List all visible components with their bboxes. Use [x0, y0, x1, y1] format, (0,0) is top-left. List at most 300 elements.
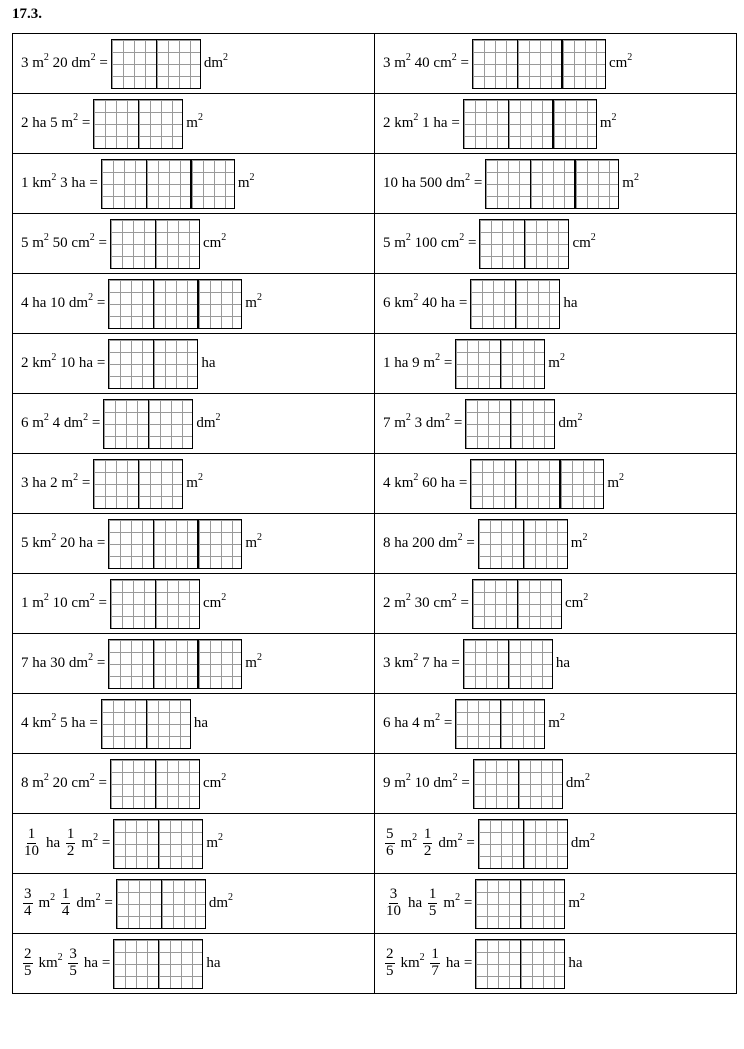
- exercise-cell: [375, 394, 737, 454]
- quantity-text: 10 $dm^2$: [410, 772, 458, 791]
- unit-exponent: 2: [51, 712, 57, 723]
- exercise-cell: [13, 334, 375, 394]
- digit-group[interactable]: [523, 820, 567, 868]
- answer-grid-box[interactable]: [108, 519, 242, 569]
- conversion-equation: [21, 459, 203, 509]
- answer-grid-box[interactable]: [470, 279, 560, 329]
- exercise-row: [13, 334, 737, 394]
- answer-grid-box[interactable]: [485, 159, 619, 209]
- fraction-numerator: 1: [61, 886, 70, 903]
- unit-exponent: 2: [215, 412, 221, 423]
- quantity-text: $dm^2$: [76, 892, 101, 911]
- digit-group[interactable]: [102, 160, 146, 208]
- unit-exponent: 2: [405, 592, 411, 603]
- exercise-cell: [375, 574, 737, 634]
- conversion-equation: [383, 579, 588, 629]
- digit-group[interactable]: [464, 640, 508, 688]
- digit-group[interactable]: [520, 880, 564, 928]
- fraction-denominator: 6: [386, 843, 394, 859]
- fraction-numerator: 1: [423, 826, 432, 843]
- equals-sign: =: [78, 475, 91, 491]
- equals-sign: =: [85, 175, 98, 191]
- unit-exponent: 2: [590, 232, 596, 243]
- exercise-cell: [13, 454, 375, 514]
- quantity-text: 3 ha: [56, 175, 86, 191]
- unit-exponent: 2: [95, 892, 101, 903]
- quantity-text: 40 $cm^2$: [410, 52, 457, 71]
- answer-grid-box[interactable]: [93, 99, 183, 149]
- digit-group[interactable]: [500, 700, 544, 748]
- conversion-equation: [21, 519, 262, 569]
- quantity-text: 40 ha: [418, 295, 456, 311]
- unit-exponent: 2: [227, 892, 233, 903]
- digit-group[interactable]: [155, 580, 199, 628]
- fraction-denominator: 7: [431, 963, 439, 979]
- unit-exponent: 2: [88, 292, 94, 303]
- equals-sign: =: [447, 115, 460, 131]
- digit-group[interactable]: [102, 700, 146, 748]
- exercise-cell: [13, 394, 375, 454]
- fraction: [68, 947, 78, 980]
- digit-group[interactable]: [104, 400, 148, 448]
- answer-grid-box[interactable]: [110, 759, 200, 809]
- fraction: [428, 887, 438, 920]
- quantity-text: 6 $km^2$: [383, 292, 419, 311]
- unit-exponent: 2: [249, 172, 255, 183]
- digit-group[interactable]: [480, 220, 524, 268]
- result-unit: ha: [201, 355, 216, 371]
- digit-group[interactable]: [148, 400, 192, 448]
- quantity-text: 5 $m^2$: [383, 232, 411, 251]
- digit-group[interactable]: [109, 340, 153, 388]
- digit-group[interactable]: [197, 280, 241, 328]
- conversion-equation: [21, 219, 226, 269]
- digit-group[interactable]: [456, 340, 500, 388]
- exercise-cell: [13, 934, 375, 994]
- fraction: [23, 887, 33, 920]
- digit-group[interactable]: [508, 640, 552, 688]
- digit-group[interactable]: [500, 340, 544, 388]
- fraction: [23, 827, 40, 860]
- quantity-text: 7 $m^2$: [383, 412, 411, 431]
- answer-grid-box[interactable]: [472, 579, 562, 629]
- quantity-text: 5 ha: [56, 715, 86, 731]
- answer-grid-box[interactable]: [113, 819, 203, 869]
- answer-grid-box[interactable]: [470, 459, 604, 509]
- equals-sign: =: [456, 55, 469, 71]
- unit-exponent: 2: [73, 472, 79, 483]
- equals-sign: =: [100, 895, 113, 911]
- fraction-denominator: 10: [386, 903, 401, 919]
- answer-grid-box[interactable]: [108, 339, 198, 389]
- result-unit: $m^2$: [186, 472, 203, 491]
- digit-group[interactable]: [111, 760, 155, 808]
- unit-exponent: 2: [89, 592, 95, 603]
- digit-group[interactable]: [158, 820, 202, 868]
- digit-group[interactable]: [161, 880, 205, 928]
- unit-exponent: 2: [584, 772, 590, 783]
- quantity-text: 4 ha 10 $dm^2$: [21, 292, 94, 311]
- answer-grid-box[interactable]: [103, 399, 193, 449]
- result-unit: $dm^2$: [558, 412, 583, 431]
- unit-exponent: 2: [618, 472, 624, 483]
- quantity-text: 4 $km^2$: [21, 712, 57, 731]
- digit-group[interactable]: [114, 820, 158, 868]
- digit-group[interactable]: [510, 400, 554, 448]
- answer-grid-box[interactable]: [463, 99, 597, 149]
- exercise-row: [13, 754, 737, 814]
- fraction-denominator: 2: [423, 843, 432, 859]
- result-unit: $cm^2$: [202, 772, 227, 791]
- quantity-text: 10 $cm^2$: [48, 592, 95, 611]
- digit-group[interactable]: [479, 820, 523, 868]
- answer-grid-box[interactable]: [463, 639, 553, 689]
- result-unit: $dm^2$: [570, 832, 595, 851]
- fraction-numerator: 2: [386, 946, 394, 963]
- exercise-row: [13, 574, 737, 634]
- fraction-numerator: 1: [431, 946, 439, 963]
- equals-sign: =: [460, 895, 473, 911]
- digit-group[interactable]: [117, 880, 161, 928]
- quantity-text: 30 $cm^2$: [410, 592, 457, 611]
- digit-group[interactable]: [112, 40, 156, 88]
- digit-group[interactable]: [520, 940, 564, 988]
- answer-grid-box[interactable]: [110, 219, 200, 269]
- quantity-text: 3 $m^2$: [383, 52, 411, 71]
- unit-exponent: 2: [413, 112, 419, 123]
- unit-exponent: 2: [412, 832, 418, 843]
- answer-grid-box[interactable]: [93, 459, 183, 509]
- conversion-equation: [21, 39, 228, 89]
- exercise-cell: [375, 874, 737, 934]
- result-unit: $m^2$: [622, 172, 639, 191]
- answer-grid-box[interactable]: [101, 159, 235, 209]
- digit-group[interactable]: [158, 940, 202, 988]
- unit-exponent: 2: [583, 592, 589, 603]
- quantity-text: 60 ha: [418, 475, 456, 491]
- answer-grid-box[interactable]: [111, 39, 201, 89]
- exercise-row: [13, 514, 737, 574]
- answer-grid-box[interactable]: [116, 879, 206, 929]
- quantity-text: $dm^2$: [438, 832, 463, 851]
- conversion-equation: [383, 279, 577, 329]
- result-unit: $m^2$: [245, 292, 262, 311]
- conversion-equation: [383, 879, 585, 929]
- digit-group[interactable]: [476, 880, 520, 928]
- digit-group[interactable]: [109, 280, 153, 328]
- quantity-text: 2 $km^2$: [383, 112, 419, 131]
- result-unit: $dm^2$: [565, 772, 590, 791]
- unit-exponent: 2: [405, 412, 411, 423]
- digit-group[interactable]: [473, 40, 517, 88]
- digit-group[interactable]: [138, 460, 182, 508]
- digit-group[interactable]: [155, 220, 199, 268]
- result-unit: $m^2$: [568, 892, 585, 911]
- digit-group[interactable]: [114, 940, 158, 988]
- exercise-cell: [375, 334, 737, 394]
- digit-group[interactable]: [156, 40, 200, 88]
- answer-grid-box[interactable]: [475, 879, 565, 929]
- unit-exponent: 2: [633, 172, 639, 183]
- digit-group[interactable]: [153, 280, 197, 328]
- quantity-text: 3 $dm^2$: [410, 412, 451, 431]
- equals-sign: =: [457, 775, 470, 791]
- unit-exponent: 2: [43, 592, 49, 603]
- unit-exponent: 2: [405, 772, 411, 783]
- fraction-numerator: 3: [389, 886, 398, 903]
- result-unit: ha: [193, 715, 208, 731]
- fraction-numerator: 2: [24, 946, 32, 963]
- fraction: [61, 887, 71, 920]
- fraction-numerator: 1: [27, 826, 36, 843]
- quantity-text: 5 $m^2$: [21, 232, 49, 251]
- conversion-equation: [21, 279, 262, 329]
- quantity-text: $km^2$: [38, 952, 63, 971]
- equals-sign: =: [464, 235, 477, 251]
- fraction-denominator: 5: [69, 963, 77, 979]
- digit-group[interactable]: [153, 340, 197, 388]
- unit-exponent: 2: [221, 592, 227, 603]
- unit-exponent: 2: [43, 52, 49, 63]
- answer-grid-box[interactable]: [455, 699, 545, 749]
- fraction: [430, 947, 440, 980]
- result-unit: $dm^2$: [203, 52, 228, 71]
- digit-group[interactable]: [517, 40, 561, 88]
- digit-group[interactable]: [190, 160, 234, 208]
- unit-exponent: 2: [405, 52, 411, 63]
- unit-exponent: 2: [51, 532, 57, 543]
- equals-sign: =: [462, 535, 475, 551]
- exercise-cell: [13, 814, 375, 874]
- exercise-row: [13, 454, 737, 514]
- exercise-cell: [13, 634, 375, 694]
- answer-grid-box[interactable]: [472, 39, 606, 89]
- result-unit: $cm^2$: [202, 592, 227, 611]
- digit-group[interactable]: [524, 220, 568, 268]
- exercise-cell: [375, 754, 737, 814]
- unit-exponent: 2: [73, 112, 79, 123]
- quantity-text: $m^2$: [81, 832, 99, 851]
- unit-exponent: 2: [43, 412, 49, 423]
- conversion-equation: [383, 39, 632, 89]
- quantity-text: 20 $cm^2$: [48, 772, 95, 791]
- digit-group[interactable]: [471, 460, 515, 508]
- unit-exponent: 2: [90, 52, 96, 63]
- digit-group[interactable]: [523, 520, 567, 568]
- unit-exponent: 2: [405, 232, 411, 243]
- conversion-equation: [383, 699, 565, 749]
- unit-exponent: 2: [413, 472, 419, 483]
- digit-group[interactable]: [111, 580, 155, 628]
- exercise-number: 17.3.: [12, 6, 42, 22]
- exercise-cell: [375, 814, 737, 874]
- exercise-cell: [13, 94, 375, 154]
- unit-exponent: 2: [611, 112, 617, 123]
- answer-grid-box[interactable]: [101, 699, 191, 749]
- digit-group[interactable]: [471, 280, 515, 328]
- digit-group[interactable]: [530, 160, 574, 208]
- unit-exponent: 2: [435, 352, 441, 363]
- quantity-text: [63, 955, 67, 972]
- quantity-text: 8 $m^2$: [21, 772, 49, 791]
- equals-sign: =: [455, 475, 468, 491]
- exercise-cell: [375, 274, 737, 334]
- digit-group[interactable]: [515, 460, 559, 508]
- unit-exponent: 2: [197, 112, 203, 123]
- quantity-text: 7 ha: [418, 655, 448, 671]
- quantity-text: 10 ha: [56, 355, 94, 371]
- unit-exponent: 2: [451, 592, 457, 603]
- digit-group[interactable]: [515, 280, 559, 328]
- digit-group[interactable]: [197, 520, 241, 568]
- exercise-cell: [375, 454, 737, 514]
- digit-group[interactable]: [508, 100, 552, 148]
- exercise-row: [13, 934, 737, 994]
- digit-group[interactable]: [464, 100, 508, 148]
- digit-group[interactable]: [518, 760, 562, 808]
- quantity-text: 6 ha 4 $m^2$: [383, 712, 441, 731]
- conversion-equation: [21, 159, 254, 209]
- digit-group[interactable]: [473, 580, 517, 628]
- unit-exponent: 2: [83, 412, 89, 423]
- exercise-cell: [375, 154, 737, 214]
- answer-grid-box[interactable]: [475, 939, 565, 989]
- exercise-row: [13, 34, 737, 94]
- digit-group[interactable]: [517, 580, 561, 628]
- unit-exponent: 2: [457, 532, 463, 543]
- fraction-numerator: 1: [428, 886, 437, 903]
- digit-group[interactable]: [146, 700, 190, 748]
- unit-exponent: 2: [256, 532, 262, 543]
- digit-group[interactable]: [574, 160, 618, 208]
- unit-exponent: 2: [465, 172, 471, 183]
- answer-grid-box[interactable]: [473, 759, 563, 809]
- unit-exponent: 2: [445, 412, 451, 423]
- result-unit: $m^2$: [245, 652, 262, 671]
- conversion-equation: [21, 99, 203, 149]
- exercise-cell: [375, 694, 737, 754]
- digit-group[interactable]: [474, 760, 518, 808]
- equals-sign: =: [94, 595, 107, 611]
- digit-group[interactable]: [94, 100, 138, 148]
- result-unit: $cm^2$: [564, 592, 589, 611]
- equals-sign: =: [93, 295, 106, 311]
- unit-exponent: 2: [51, 172, 57, 183]
- unit-exponent: 2: [435, 712, 441, 723]
- digit-group[interactable]: [561, 40, 605, 88]
- digit-group[interactable]: [197, 640, 241, 688]
- digit-group[interactable]: [94, 460, 138, 508]
- quantity-text: 1 $km^2$: [21, 172, 57, 191]
- digit-group[interactable]: [138, 100, 182, 148]
- quantity-text: ha: [445, 955, 461, 971]
- exercise-row: [13, 874, 737, 934]
- unit-exponent: 2: [256, 292, 262, 303]
- quantity-text: 20 $dm^2$: [48, 52, 96, 71]
- result-unit: $cm^2$: [572, 232, 596, 251]
- answer-grid-box[interactable]: [478, 819, 568, 869]
- digit-group[interactable]: [552, 100, 596, 148]
- conversion-equation: [383, 939, 582, 989]
- answer-grid-box[interactable]: [108, 639, 242, 689]
- answer-grid-box[interactable]: [113, 939, 203, 989]
- quantity-text: 10 ha 500 $dm^2$: [383, 172, 471, 191]
- result-unit: $m^2$: [599, 112, 617, 131]
- quantity-text: [417, 835, 421, 852]
- digit-group[interactable]: [456, 700, 500, 748]
- conversion-equation: [383, 639, 570, 689]
- equals-sign: =: [93, 535, 106, 551]
- answer-grid-box[interactable]: [479, 219, 569, 269]
- quantity-text: $km^2$: [400, 952, 425, 971]
- equals-sign: =: [98, 835, 111, 851]
- unit-exponent: 2: [627, 52, 633, 63]
- quantity-text: 3 $m^2$: [21, 52, 49, 71]
- result-unit: $m^2$: [548, 352, 565, 371]
- equals-sign: =: [85, 715, 98, 731]
- digit-group[interactable]: [153, 520, 197, 568]
- digit-group[interactable]: [153, 640, 197, 688]
- conversion-equation: [383, 759, 590, 809]
- quantity-text: $m^2$: [443, 892, 461, 911]
- conversion-equation: [383, 819, 595, 869]
- digit-group[interactable]: [111, 220, 155, 268]
- exercise-cell: [13, 874, 375, 934]
- conversion-equation: [21, 339, 215, 389]
- exercise-cell: [375, 94, 737, 154]
- unit-exponent: 2: [457, 832, 463, 843]
- answer-grid-box[interactable]: [465, 399, 555, 449]
- result-unit: $m^2$: [237, 172, 255, 191]
- fraction: [385, 827, 395, 860]
- conversion-equation: [383, 519, 587, 569]
- answer-grid-box[interactable]: [478, 519, 568, 569]
- exercise-cell: [13, 574, 375, 634]
- conversion-equation: [21, 639, 262, 689]
- digit-group[interactable]: [146, 160, 190, 208]
- quantity-text: ha: [408, 895, 426, 911]
- digit-group[interactable]: [559, 460, 603, 508]
- digit-group[interactable]: [479, 520, 523, 568]
- digit-group[interactable]: [466, 400, 510, 448]
- unit-exponent: 2: [559, 712, 565, 723]
- exercise-row: [13, 214, 737, 274]
- unit-exponent: 2: [579, 892, 585, 903]
- result-unit: $dm^2$: [196, 412, 221, 431]
- unit-exponent: 2: [589, 832, 595, 843]
- digit-group[interactable]: [109, 520, 153, 568]
- conversion-equation: [21, 879, 233, 929]
- quantity-text: 4 $dm^2$: [48, 412, 89, 431]
- digit-group[interactable]: [476, 940, 520, 988]
- fraction: [385, 947, 395, 980]
- conversion-equation: [383, 339, 565, 389]
- quantity-text: 20 ha: [56, 535, 94, 551]
- fraction-numerator: 3: [24, 886, 32, 903]
- digit-group[interactable]: [109, 640, 153, 688]
- digit-group[interactable]: [486, 160, 530, 208]
- answer-grid-box[interactable]: [110, 579, 200, 629]
- unit-exponent: 2: [455, 892, 461, 903]
- result-unit: ha: [206, 955, 221, 971]
- digit-group[interactable]: [155, 760, 199, 808]
- conversion-equation: [21, 759, 226, 809]
- quantity-text: $m^2$: [38, 892, 56, 911]
- unit-exponent: 2: [217, 832, 223, 843]
- conversion-equation: [383, 159, 639, 209]
- answer-grid-box[interactable]: [108, 279, 242, 329]
- answer-grid-box[interactable]: [455, 339, 545, 389]
